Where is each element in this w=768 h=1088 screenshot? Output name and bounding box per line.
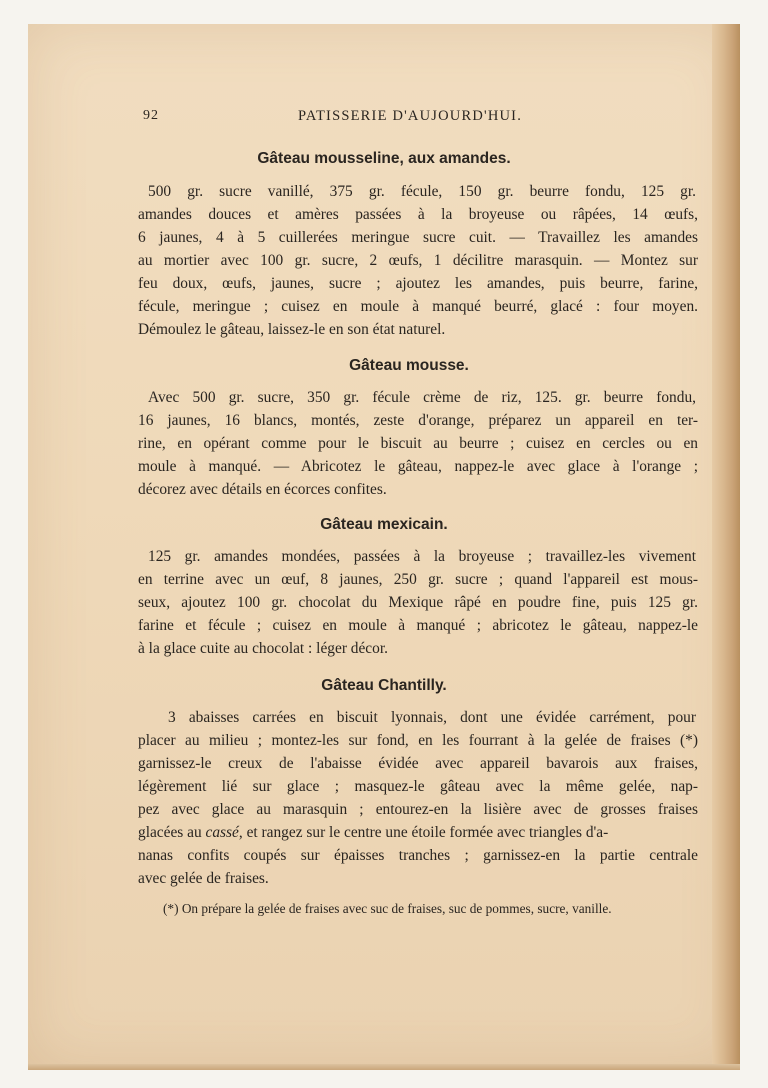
recipe-line: rine, en opérant comme pour le biscuit au beurre ; cuisez en cercles ou en — [138, 435, 698, 452]
recipe-line: Démoulez le gâteau, laissez-le en son état naturel. — [138, 321, 446, 338]
recipe-line: garnissez-le creux de l'abaisse évidée avec appareil bavarois aux fraises, — [138, 755, 698, 772]
page-binding-edge — [712, 24, 740, 1070]
recipe-line: décorez avec détails en écorces confites. — [138, 481, 387, 498]
recipe-line-with-italic — [138, 822, 698, 845]
recipe-line: 125 gr. amandes mondées, passées à la broyeuse ; travaillez-les vivement — [148, 548, 696, 565]
running-header — [0, 104, 768, 128]
recipe-line: 6 jaunes, 4 à 5 cuillerées meringue sucre cuit. — Travaillez les amandes — [138, 229, 698, 246]
recipe-line: Avec 500 gr. sucre, 350 gr. fécule crème de riz, 125. gr. beurre fondu, — [148, 389, 696, 406]
recipe-line: 500 gr. sucre vanillé, 375 gr. fécule, 150 gr. beurre fondu, 125 gr. — [148, 183, 696, 200]
recipe-line: seux, ajoutez 100 gr. chocolat du Mexique râpé en poudre fine, puis 125 gr. — [138, 594, 698, 611]
recipe-line: nanas confits coupés sur épaisses tranches ; garnissez-en la partie centrale — [138, 847, 698, 864]
recipe-line-start: glacées au — [138, 824, 202, 841]
recipe-line-end: , et rangez sur le centre une étoile formée avec triangles d'a- — [238, 824, 609, 841]
recipe-title-gateau-mousseline: Gâteau mousseline, aux amandes. — [257, 150, 511, 167]
recipe-title-gateau-mousse: Gâteau mousse. — [349, 357, 469, 374]
recipe-line: au mortier avec 100 gr. sucre, 2 œufs, 1 décilitre marasquin. — Montez sur — [138, 252, 698, 269]
recipe-line: farine et fécule ; cuisez en moule à manqué ; abricotez le gâteau, nappez-le — [138, 617, 698, 634]
italic-word-casse: cassé — [205, 824, 239, 841]
recipe-line: à la glace cuite au chocolat : léger décor. — [138, 640, 388, 657]
recipe-line: moule à manqué. — Abricotez le gâteau, nappez-le avec glace à l'orange ; — [138, 458, 698, 475]
page-bottom-edge — [28, 1064, 740, 1070]
recipe-line: placer au milieu ; montez-les sur fond, en les fourrant à la gelée de fraises (*) — [138, 732, 698, 749]
recipe-title-gateau-mexicain: Gâteau mexicain. — [320, 516, 448, 533]
recipe-line: avec gelée de fraises. — [138, 870, 269, 887]
page-number: 92 — [143, 108, 159, 123]
recipe-line: 16 jaunes, 16 blancs, montés, zeste d'orange, préparez un appareil en ter- — [138, 412, 698, 429]
recipe-line: légèrement lié sur glace ; masquez-le gâteau avec la même gelée, nap- — [138, 778, 698, 795]
recipe-line: feu doux, œufs, jaunes, sucre ; ajoutez les amandes, puis beurre, farine, — [138, 275, 698, 292]
recipe-line: fécule, meringue ; cuisez en moule à manqué beurré, glacé : four moyen. — [138, 298, 698, 315]
recipe-line: 3 abaisses carrées en biscuit lyonnais, dont une évidée carrément, pour — [168, 709, 696, 726]
recipe-line: pez avec glace au marasquin ; entourez-en la lisière avec de grosses fraises — [138, 801, 698, 818]
recipe-line: en terrine avec un œuf, 8 jaunes, 250 gr. sucre ; quand l'appareil est mous- — [138, 571, 698, 588]
recipe-title-gateau-chantilly: Gâteau Chantilly. — [321, 677, 447, 694]
footnote: (*) On prépare la gelée de fraises avec suc de fraises, suc de pommes, sucre, vanille. — [163, 901, 612, 916]
running-title: PATISSERIE D'AUJOURD'HUI. — [298, 108, 523, 124]
recipe-line: amandes douces et amères passées à la broyeuse ou râpées, 14 œufs, — [138, 206, 698, 223]
